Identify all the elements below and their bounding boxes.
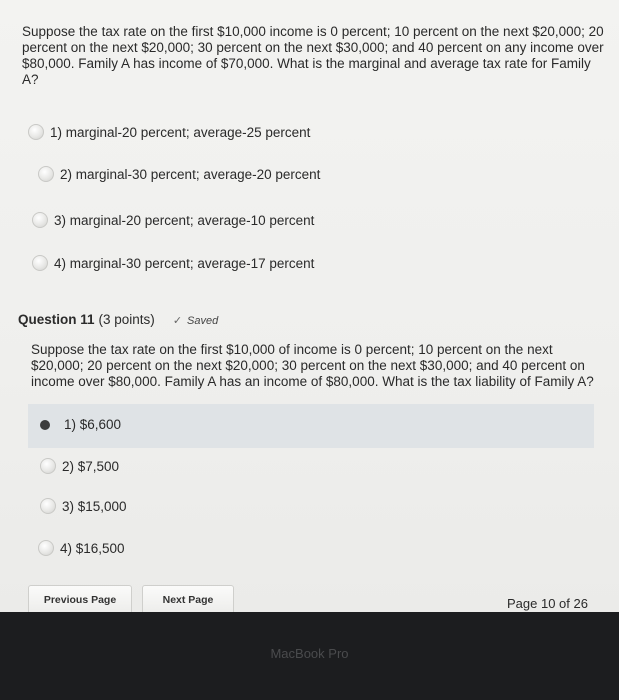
radio-button[interactable] (32, 212, 48, 228)
laptop-bezel (0, 612, 619, 700)
q11-option-4[interactable] (38, 540, 125, 556)
previous-page-button[interactable]: Previous Page (28, 585, 132, 615)
radio-button[interactable] (38, 540, 54, 556)
q11-option-1[interactable] (36, 417, 121, 432)
page-indicator: Page 10 of 26 (507, 596, 588, 611)
option-label: 2) $7,500 (62, 458, 120, 474)
saved-status (173, 314, 218, 327)
option-label: 2) marginal-30 percent; average-20 percent (60, 166, 321, 182)
next-page-button[interactable]: Next Page (142, 585, 234, 615)
q10-option-3[interactable] (32, 212, 314, 228)
option-label: 4) marginal-30 percent; average-17 percent (54, 255, 315, 271)
bezel-label: MacBook Pro (270, 646, 349, 661)
option-label: 3) marginal-20 percent; average-10 percent (54, 212, 315, 228)
option-label: 1) marginal-20 percent; average-25 percent (50, 124, 311, 140)
option-label: 3) $15,000 (62, 498, 127, 514)
radio-button[interactable] (28, 124, 44, 140)
saved-label: Saved (187, 314, 219, 327)
q10-option-2[interactable] (38, 166, 320, 182)
question-11-text: Suppose the tax rate on the first $10,000 of income is 0 percent; 10 percent on the next $20,000; 20 percent on the next $20,000; 30 percent on the next $30,000; and 40 percent on income over $80,000. Family A has an income of $80,000. What is the tax liability of Family A? (31, 342, 594, 389)
q11-option-3[interactable] (40, 498, 127, 514)
checkmark-icon: ✓ (172, 315, 183, 327)
q10-option-1[interactable] (28, 124, 310, 140)
radio-button[interactable] (38, 166, 54, 182)
question-11-header (18, 312, 218, 327)
option-label: 4) $16,500 (60, 540, 125, 556)
q11-option-2[interactable] (40, 458, 119, 474)
radio-button-selected[interactable] (40, 420, 50, 430)
radio-button[interactable] (40, 498, 56, 514)
radio-button[interactable] (40, 458, 56, 474)
question-number: Question 11 (18, 312, 95, 327)
option-label: 1) $6,600 (64, 417, 122, 432)
question-10-text: Suppose the tax rate on the first $10,000 income is 0 percent; 10 percent on the next $20,000; 20 percent on the next $20,000; 30 percent on the next $30,000; and 40 percent on any income over $80,000. Family A has income of $70,000. What is the marginal and average tax rate for Family A? (22, 24, 604, 87)
question-points: (3 points) (98, 312, 155, 327)
q10-option-4[interactable] (32, 255, 314, 271)
radio-button[interactable] (32, 255, 48, 271)
